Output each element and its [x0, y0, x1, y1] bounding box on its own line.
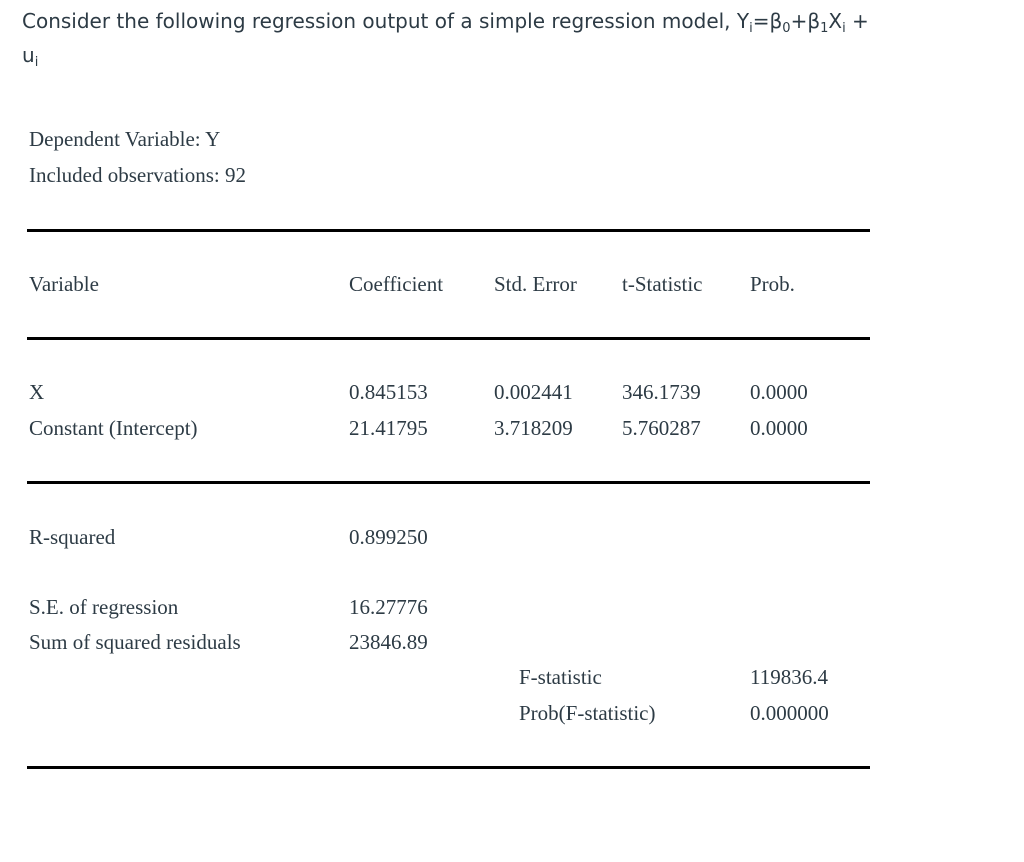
- equation-subscript: i: [34, 55, 39, 70]
- f-statistic-value: 119836.4: [750, 665, 828, 689]
- header-coefficient: Coefficient: [349, 272, 444, 296]
- header-t-statistic: t-Statistic: [622, 272, 703, 296]
- equation-beta: =β: [752, 9, 783, 33]
- table-bottom-rule: [27, 766, 870, 769]
- se-regression-label: S.E. of regression: [29, 595, 179, 619]
- coefficients-rule: [27, 481, 870, 484]
- prob-f-statistic-value: 0.000000: [750, 701, 829, 725]
- se-regression-value: 16.27776: [349, 595, 428, 619]
- ssr-label: Sum of squared residuals: [29, 630, 241, 654]
- ssr-value: 23846.89: [349, 630, 428, 654]
- f-statistic-label: F-statistic: [519, 665, 602, 689]
- header-variable: Variable: [29, 272, 99, 296]
- question-prefix: Consider the following regression output of a simple regression model,: [22, 9, 737, 33]
- equation-subscript: i: [842, 21, 846, 36]
- header-prob: Prob.: [750, 272, 795, 296]
- equation-u: u: [22, 43, 35, 67]
- row-t-statistic: 5.760287: [622, 416, 701, 440]
- r-squared-value: 0.899250: [349, 525, 428, 549]
- row-coefficient: 21.41795: [349, 416, 428, 440]
- equation-y: Y: [736, 9, 750, 33]
- header-std-error: Std. Error: [494, 272, 577, 296]
- equation-subscript: i: [749, 21, 753, 36]
- header-rule: [27, 337, 870, 340]
- equation-x: X: [828, 9, 843, 33]
- question-text: [22, 4, 1002, 72]
- row-coefficient: 0.845153: [349, 380, 428, 404]
- prob-f-statistic-label: Prob(F-statistic): [519, 701, 656, 725]
- included-observations: Included observations: 92: [29, 163, 246, 187]
- table-top-rule: [27, 229, 870, 232]
- row-std-error: 3.718209: [494, 416, 573, 440]
- equation-subscript: 1: [820, 21, 829, 36]
- equation-beta: +β: [790, 9, 821, 33]
- row-std-error: 0.002441: [494, 380, 573, 404]
- row-t-statistic: 346.1739: [622, 380, 701, 404]
- r-squared-label: R-squared: [29, 525, 116, 549]
- row-prob: 0.0000: [750, 380, 808, 404]
- row-prob: 0.0000: [750, 416, 808, 440]
- equation-plus: +: [845, 9, 869, 33]
- row-variable: Constant (Intercept): [29, 416, 198, 440]
- dependent-variable: Dependent Variable: Y: [29, 127, 221, 151]
- row-variable: X: [29, 380, 45, 404]
- equation-subscript: 0: [782, 21, 791, 36]
